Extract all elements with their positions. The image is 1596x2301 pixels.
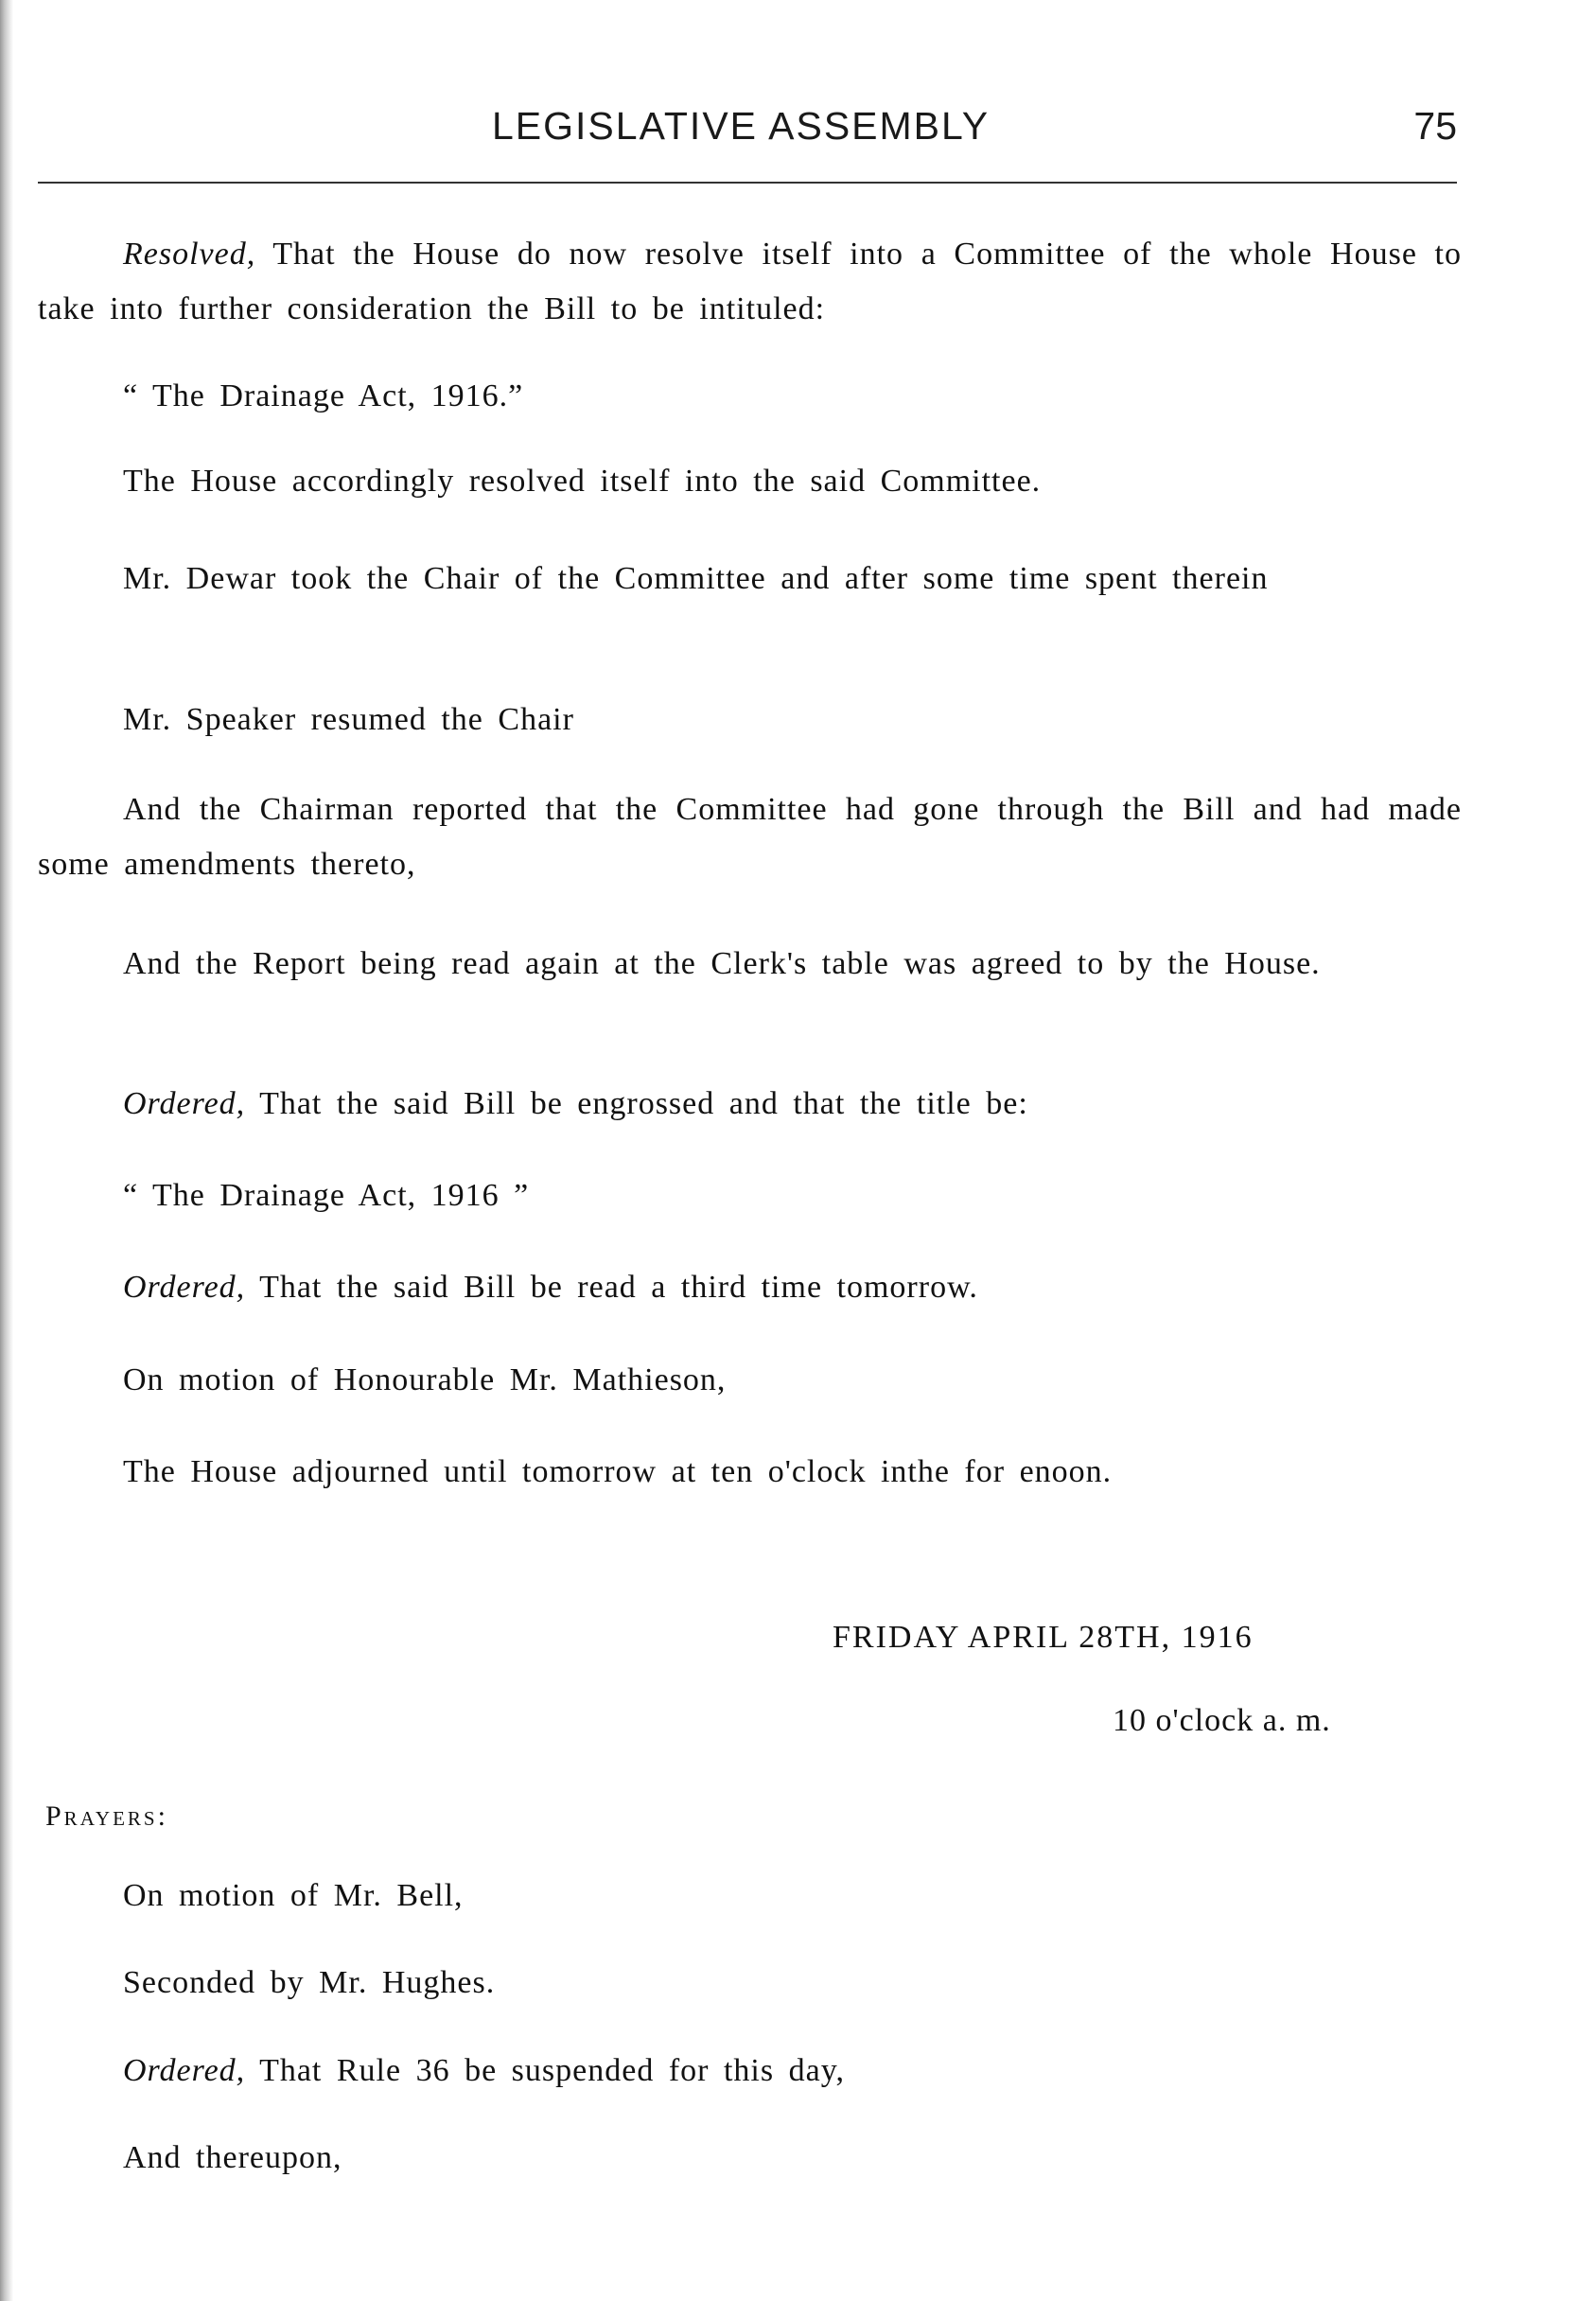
- rule-suspended-text: That Rule 36 be suspended for this day,: [245, 2053, 845, 2088]
- motion-bell: On motion of Mr. Bell,: [123, 1878, 464, 1913]
- speaker-paragraph: [38, 693, 1462, 747]
- bill-title-text: “ The Drainage Act, 1916.”: [123, 378, 524, 413]
- motion-paragraph: [38, 1353, 1462, 1408]
- ordered-lead: Ordered,: [123, 2053, 246, 2088]
- adjourned-text: The House adjourned until tomorrow at ten o'clock inthe for enoon.: [123, 1454, 1113, 1489]
- resolution-text: That the House do now resolve itself into a Committee of the whole House to take into further consideration the Bill to be intituled:: [38, 237, 1462, 326]
- agreed-paragraph: [38, 937, 1462, 992]
- page-binding-edge: [0, 0, 13, 2301]
- page-header: [38, 104, 1457, 161]
- thereupon: And thereupon,: [123, 2140, 342, 2175]
- ordered-lead: Ordered,: [123, 1086, 246, 1121]
- third-reading-text: That the said Bill be read a third time tomorrow.: [245, 1270, 978, 1305]
- ordered-lead: Ordered,: [123, 1270, 246, 1305]
- adjourned-paragraph: [38, 1445, 1462, 1500]
- committee-text: The House accordingly resolved itself into the said Committee.: [123, 464, 1042, 499]
- running-title: LEGISLATIVE ASSEMBLY: [492, 104, 991, 148]
- final-title-quote: [38, 1168, 1462, 1223]
- rule-suspended: [123, 2053, 845, 2089]
- engrossed-text: That the said Bill be engrossed and that the title be:: [245, 1086, 1028, 1121]
- chair-paragraph: [38, 552, 1462, 606]
- third-reading-paragraph: [38, 1260, 1462, 1315]
- page-number: 75: [1413, 104, 1457, 148]
- report-paragraph: [38, 782, 1462, 892]
- motion-text: On motion of Honourable Mr. Mathieson,: [123, 1362, 727, 1397]
- speaker-text: Mr. Speaker resumed the Chair: [123, 702, 574, 737]
- report-text: And the Chairman reported that the Committee had gone through the Bill and had made some amendments thereto,: [38, 792, 1462, 882]
- seconded-hughes: Seconded by Mr. Hughes.: [123, 1965, 496, 2000]
- final-title-text: “ The Drainage Act, 1916 ”: [123, 1178, 530, 1213]
- chair-text: Mr. Dewar took the Chair of the Committee and after some time spent therein: [123, 561, 1269, 596]
- header-rule: [38, 182, 1457, 184]
- bill-title-quote: [38, 369, 1462, 424]
- agreed-text: And the Report being read again at the Clerk's table was agreed to by the House.: [123, 946, 1321, 981]
- resolved-lead: Resolved,: [123, 237, 256, 272]
- prayers-heading: Prayers:: [45, 1800, 168, 1832]
- sitting-date: FRIDAY APRIL 28TH, 1916: [833, 1620, 1254, 1655]
- sitting-time: 10 o'clock a. m.: [1113, 1703, 1331, 1738]
- committee-paragraph: [38, 454, 1462, 509]
- engrossed-paragraph: [38, 1077, 1462, 1132]
- resolution-paragraph: [38, 227, 1462, 337]
